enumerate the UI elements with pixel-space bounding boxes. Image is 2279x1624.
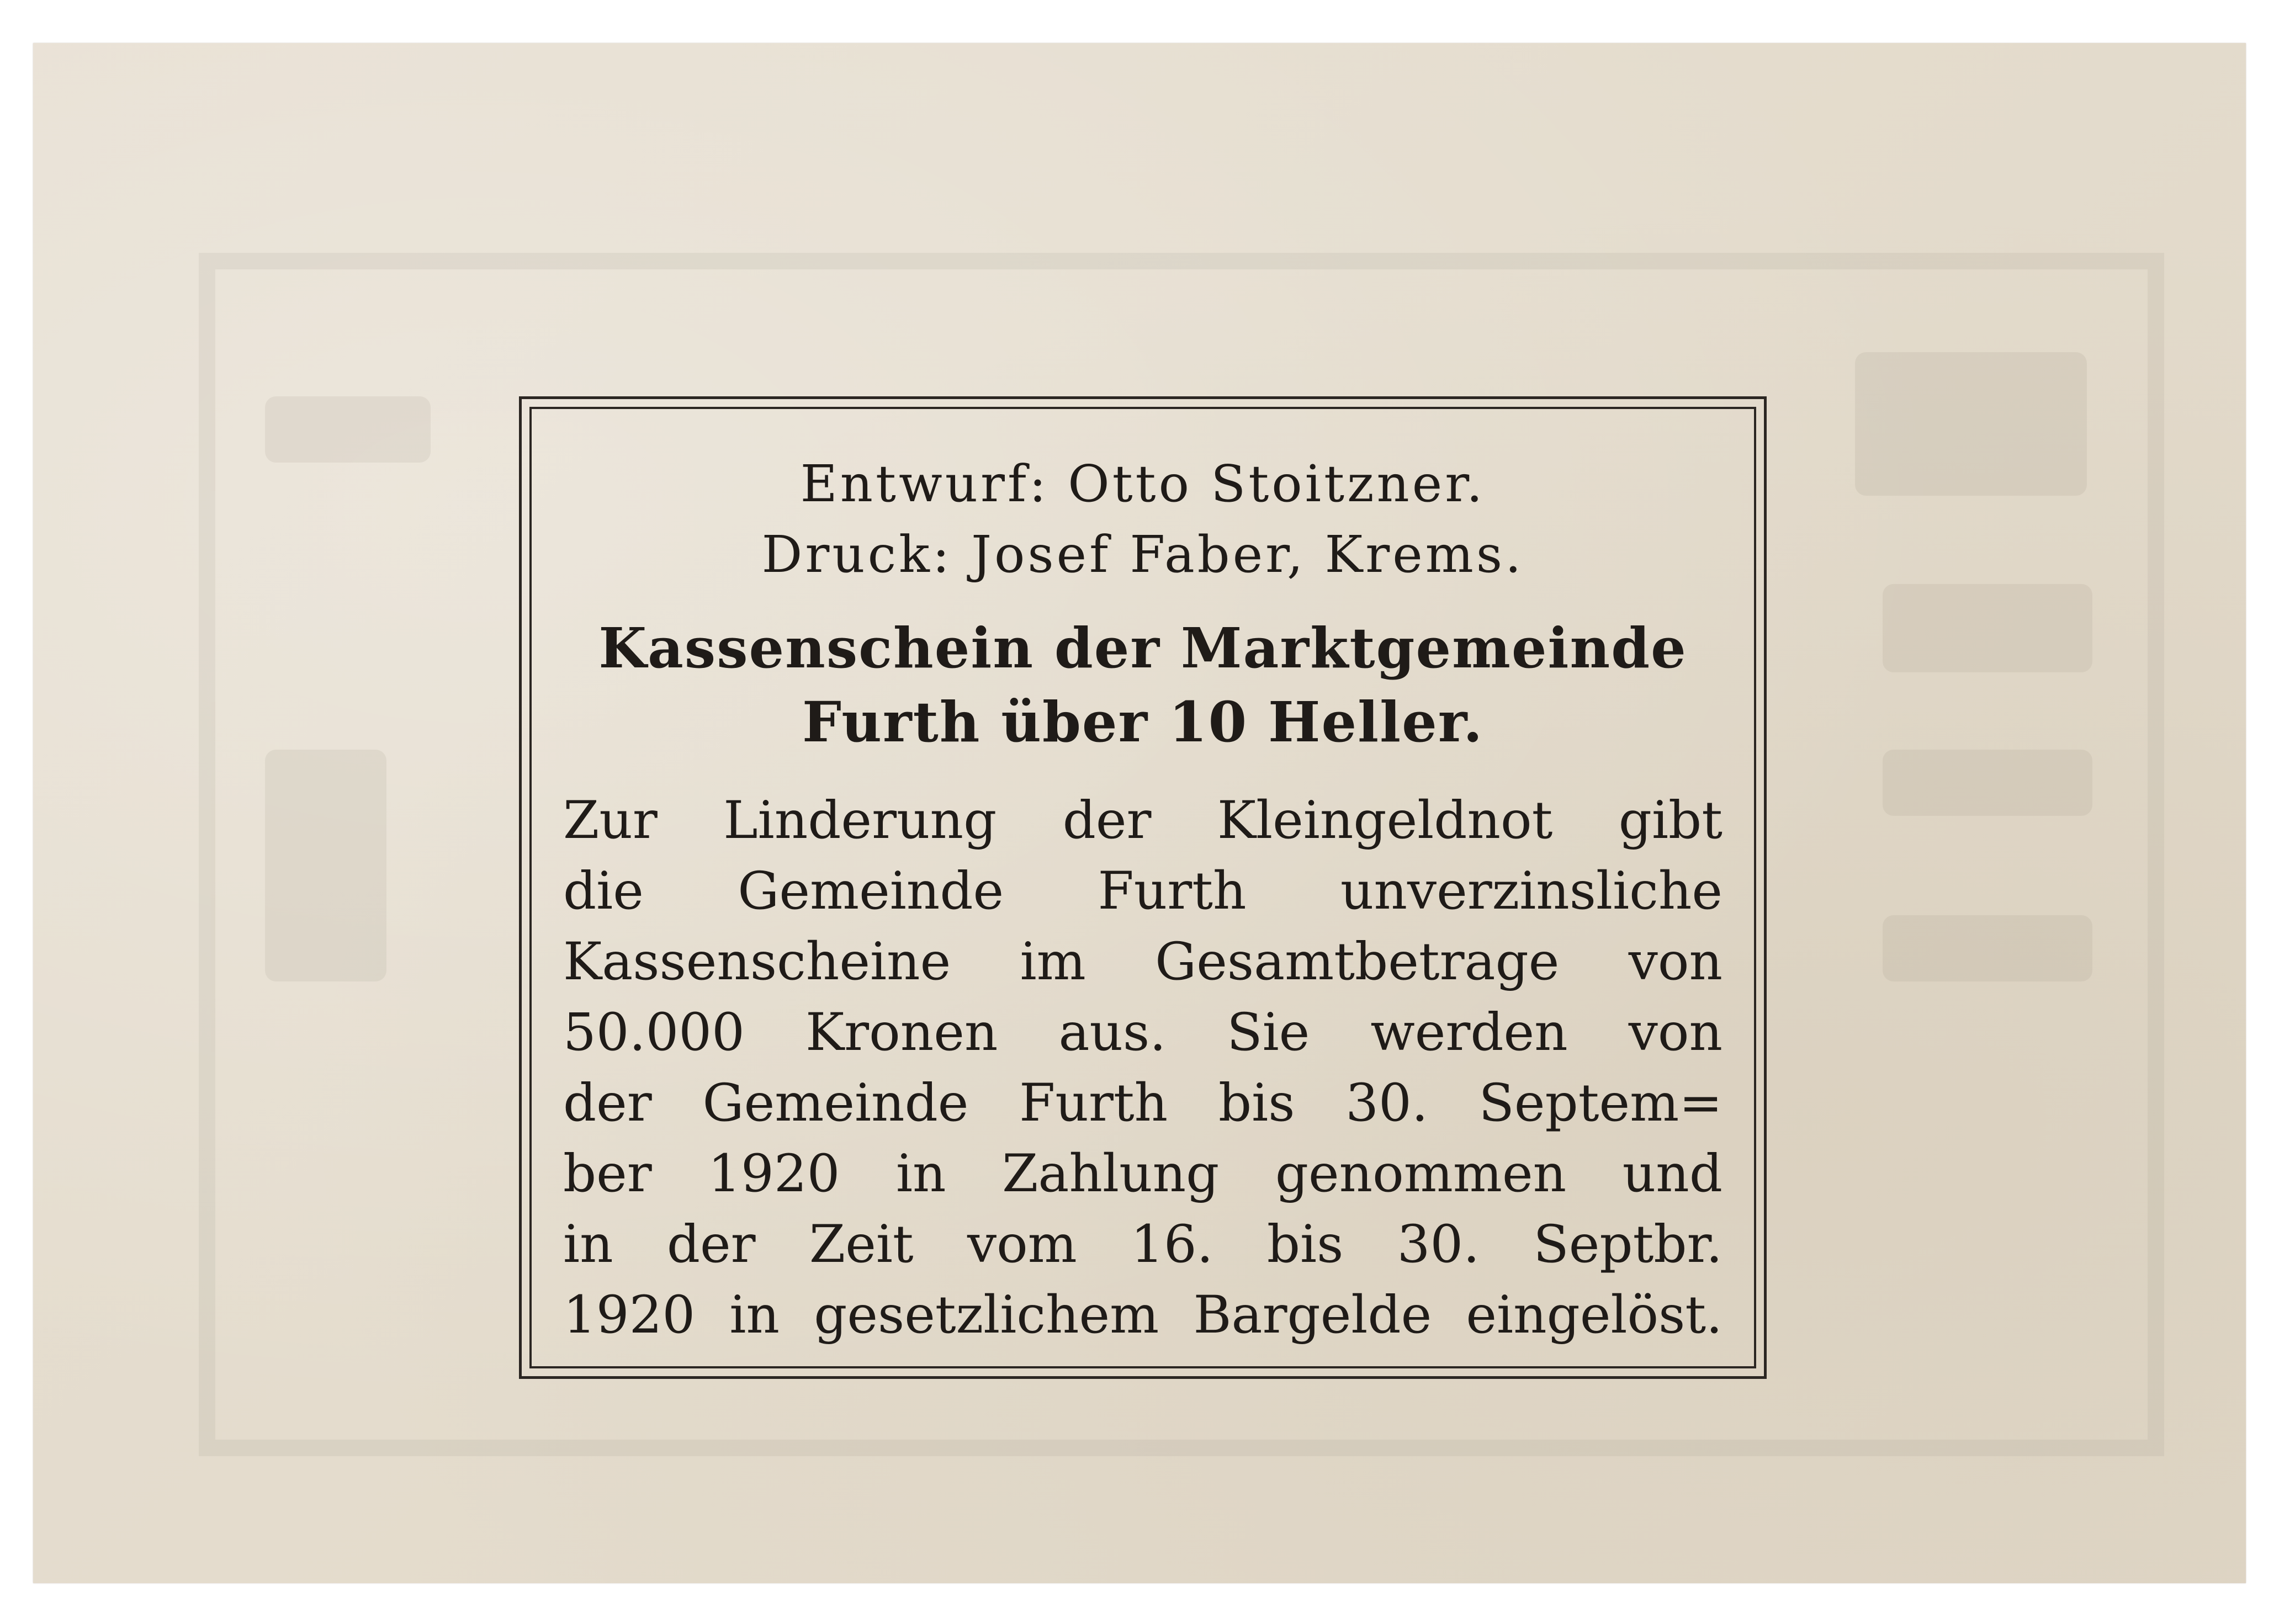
text-frame <box>519 396 1767 1379</box>
body-line: ber 1920 in Zahlung genommen und <box>563 1144 1723 1204</box>
body-line: 1920 in gesetzlichem Bargelde eingelöst. <box>563 1285 1723 1345</box>
design-credit: Entwurf: Otto Stoitzner. <box>800 454 1486 513</box>
banknote-reverse <box>33 43 2246 1583</box>
note-title-line-1: Kassenschein der Marktgemeinde <box>598 615 1687 681</box>
print-credit: Druck: Josef Faber, Krems. <box>761 525 1524 584</box>
body-line: Zur Linderung der Kleingeldnot gibt <box>563 790 1723 851</box>
note-title <box>563 611 1723 759</box>
note-title-line-2: Furth über 10 Heller. <box>802 689 1484 755</box>
body-line: der Gemeinde Furth bis 30. Septem= <box>563 1073 1723 1133</box>
note-body-text <box>563 786 1723 1351</box>
note-text-block <box>563 449 1723 1351</box>
body-line: Kassenscheine im Gesamtbetrage von <box>563 932 1723 992</box>
body-line: in der Zeit vom 16. bis 30. Septbr. <box>563 1214 1723 1275</box>
body-line: 50.000 Kronen aus. Sie werden von <box>563 1002 1723 1063</box>
body-line: die Gemeinde Furth unverzinsliche <box>563 861 1723 921</box>
